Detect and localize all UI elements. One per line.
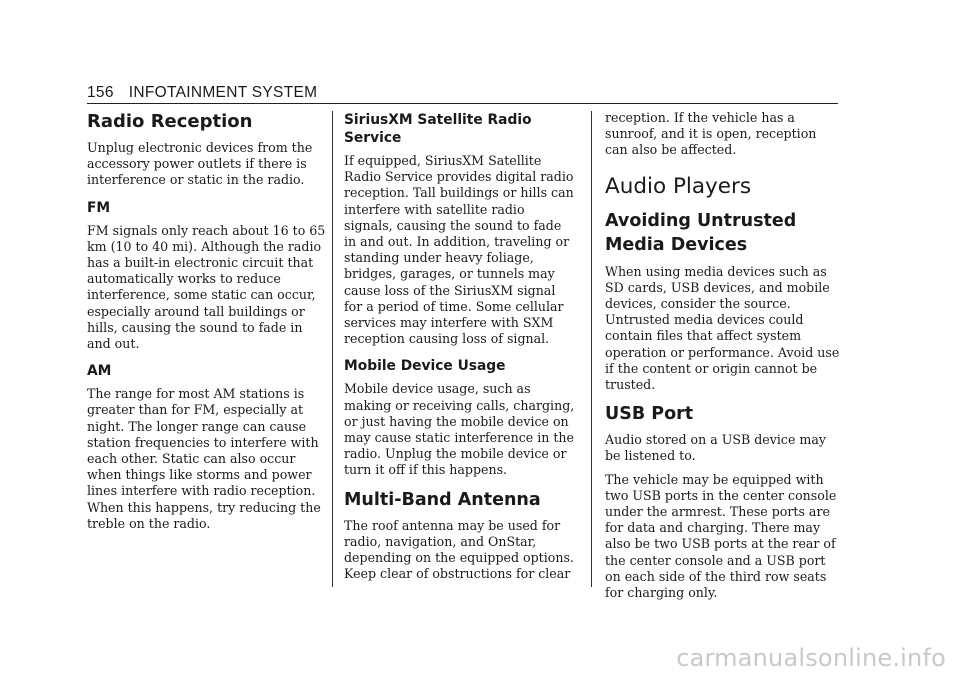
column-divider	[332, 111, 333, 587]
paragraph: The roof antenna may be used for radio, navigation, and OnStar, depending on the equipped options. Keep clear of obstructions for clear	[344, 517, 574, 582]
subsection-title-mobile-device: Mobile Device Usage	[344, 358, 506, 375]
section-title-untrusted-media: Avoiding Untrusted Media Devices	[605, 210, 797, 255]
paragraph: Unplug electronic devices from the accessory power outlets if there is interference or static in the radio.	[87, 140, 313, 188]
subsection-title-siriusxm: SiriusXM Satellite Radio Service	[344, 112, 532, 146]
page-number: 156	[87, 84, 114, 101]
paragraph: When using media devices such as SD cards, USB devices, and mobile devices, consider the source. Untrusted media devices could contain files that affect system operation or performance. Avoid use if the content or origin cannot be trusted.	[605, 263, 840, 393]
column-middle	[344, 108, 577, 589]
section-title-radio-reception: Radio Reception	[87, 111, 253, 132]
section-title-multi-band-antenna: Multi-Band Antenna	[344, 489, 541, 510]
page-header	[87, 84, 317, 102]
column-left	[87, 108, 327, 539]
section-title-usb-port: USB Port	[605, 404, 694, 425]
paragraph: The range for most AM stations is greater than for FM, especially at night. The longer range can cause station frequencies to interfere with each other. Static can also occur when things like storms and power lines interfere with radio reception. When this happens, try reducing the treble on the radio.	[87, 386, 321, 531]
subsection-title-am: AM	[87, 363, 112, 380]
header-rule	[87, 103, 838, 104]
subsection-title-fm: FM	[87, 199, 111, 216]
paragraph: The vehicle may be equipped with two USB ports in the center console under the armrest. These ports are for data and charging. There may also be two USB ports at the rear of the center console and a USB port on each side of the third row seats for charging only.	[605, 471, 837, 601]
chapter-title: INFOTAINMENT SYSTEM	[128, 84, 318, 101]
paragraph: FM signals only reach about 16 to 65 km (10 to 40 mi). Although the radio has a built-in electronic circuit that automatically works to reduce interference, some static can occur, especially around tall buildings or hills, causing the sound to fade in and out.	[87, 222, 326, 352]
paragraph: Mobile device usage, such as making or receiving calls, charging, or just having the mobile device on may cause static interference in the radio. Unplug the mobile device or turn it off if this happens.	[344, 381, 575, 478]
paragraph-continued: reception. If the vehicle has a sunroof, and it is open, reception can also be affected.	[605, 110, 817, 158]
watermark: carmanualsonline.info	[676, 644, 946, 672]
column-right	[605, 108, 840, 608]
paragraph: Audio stored on a USB device may be listened to.	[605, 432, 826, 464]
chapter-heading-audio-players: Audio Players	[605, 173, 752, 199]
paragraph: If equipped, SiriusXM Satellite Radio Service provides digital radio reception. Tall buildings or hills can interfere with satellite radio signals, causing the sound to fade in and out. In addition, traveling or standing under heavy foliage, bridges, garages, or tunnels may cause loss of the SiriusXM signal for a period of time. Some cellular services may interfere with SXM reception causing loss of signal.	[344, 153, 574, 347]
column-divider	[591, 111, 592, 587]
